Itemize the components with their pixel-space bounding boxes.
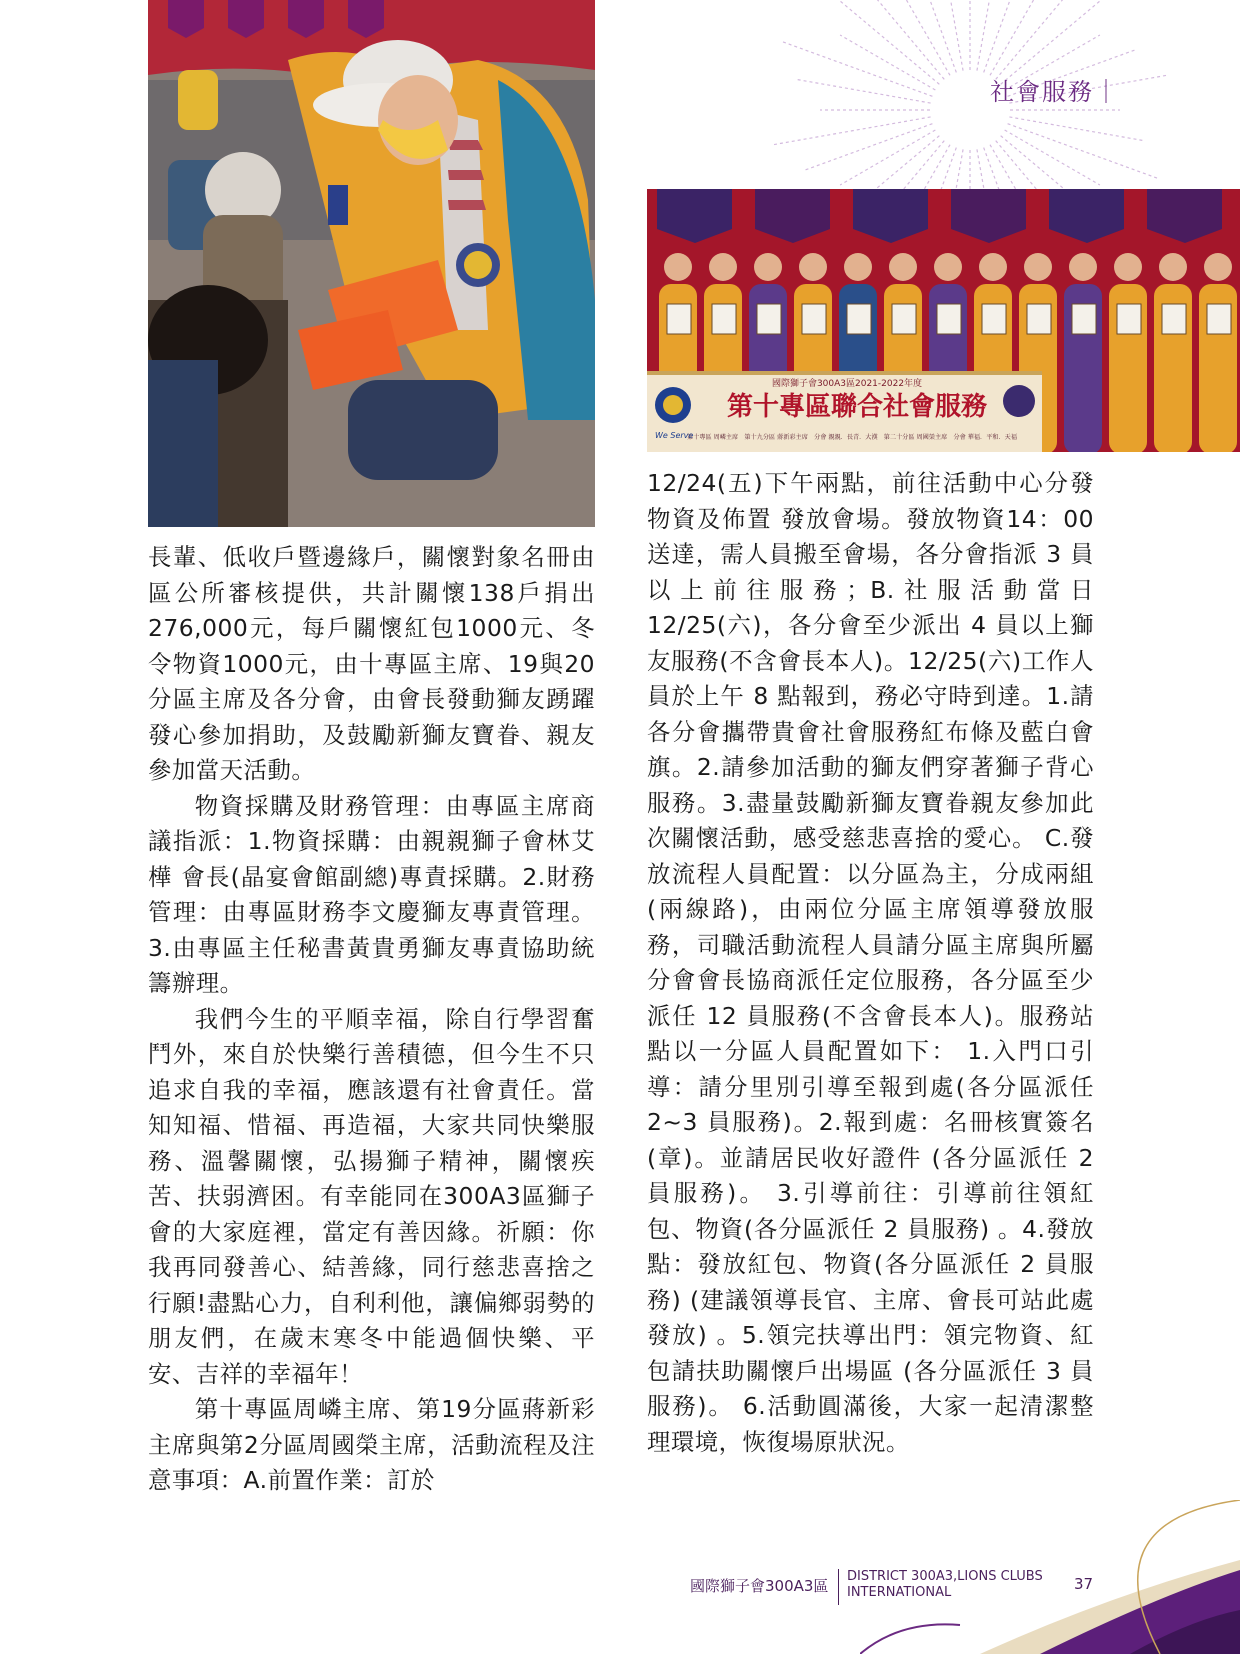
sunburst-ray	[773, 117, 931, 145]
sunburst-ray	[990, 0, 1045, 75]
sunburst-ray	[806, 124, 933, 170]
photo-volunteer-handing-envelope	[148, 0, 595, 527]
paragraph: 第十專區周嶙主席、第19分區蔣新彩主席與第2分區周國榮主席，活動流程及注意事項：A.前置作業：訂於	[148, 1395, 595, 1494]
banner-sub-text: 第十專區 周嶙主席 第十九分區 蔣新彩主席 分會 親親．長青．大漢 第二十分區 周國榮主席 分會 華福．平和．天福	[687, 434, 1009, 441]
sunburst-ray	[840, 35, 935, 90]
text-column-left	[148, 540, 595, 1499]
footer-org-chinese: 國際獅子會300A3區	[690, 1577, 829, 1595]
we-serve-text: We Serve	[655, 431, 694, 440]
footer-divider	[838, 1569, 839, 1605]
sunburst-ray	[840, 130, 935, 185]
sunburst-ray	[1008, 124, 1158, 179]
sunburst-ray	[1005, 130, 1100, 185]
corner-decoration	[860, 1500, 1240, 1654]
footer-org-english-line1: DISTRICT 300A3,LIONS CLUBS	[847, 1569, 1043, 1584]
paragraph: 12/24(五)下午兩點，前往活動中心分發物資及佈置 發放會場。發放物資14：00送達，需人員搬至會場，各分會指派 3 員以上前往服務；B.社服活動當日12/25(六)，各分會至少派出 4 員以上獅友服務(不含會長本人)。12/25(六)工作人員於上午 8 點報到，務必守時到達。1.請各分會攜帶貴會社會服務紅布條及藍白會旗。2.請參加活動的獅友們穿著獅子背心服務。3.盡量鼓勵新獅友寶眷親友參加此次關懷活動，感受慈悲喜捨的愛心。 C.發放流程人員配置：以分區為主，分成兩組(兩線路)，由兩位分區主席領導發放服務，司職活動流程人員請分區主席與所屬分會會長協商派任定位服務，各分區至少派任 12 員服務(不含會長本人)。服務站點以一分區人員配置如下： 1.入門口引導：請分里別引導至報到處(各分區派任 2~3 員服務)。2.報到處：名冊核實簽名(章)。並請居民收好證件 (各分區派任 2 員服務)。 3.引導前往：引導前往領紅包、物資(各分區派任 2 員服務) 。4.發放點：發放紅包、物資(各分區派任 2 員服務) (建議領導長官、主席、會長可站此處發放) 。5.領完扶導出門：領完物資、紅包請扶助關懷戶出場區 (各分區派任 3 員服務)。 6.活動圓滿後，大家一起清潔整理環境，恢復場原狀況。	[647, 469, 1094, 1456]
banner-title-text: 第十專區聯合社會服務	[726, 392, 988, 422]
sunburst-ray	[798, 80, 931, 103]
sunburst-ray	[1009, 117, 1142, 140]
sunburst-ray	[935, 0, 963, 71]
sunburst-ray	[782, 42, 932, 97]
sunburst-ray	[996, 0, 1083, 79]
sunburst-ray	[910, 0, 956, 72]
sunburst-ray	[895, 0, 950, 75]
photo-group-banner	[647, 189, 1240, 452]
paragraph: 我們今生的平順幸福，除自行學習奮鬥外，來自於快樂行善積德，但今生不只追求自我的幸福，應該還有社會責任。當知知福、惜福、再造福，大家共同快樂服務、溫馨關懷，弘揚獅子精神，關懷疾苦、扶弱濟困。有幸能同在300A3區獅子會的大家庭裡，當定有善因緣。祈願：你我再同發善心、結善緣，同行慈悲喜捨之行願!盡點心力，自利利他，讓偏鄉弱勢的朋友們，在歲末寒冬中能過個快樂、平安、吉祥的幸福年！	[148, 1004, 595, 1388]
paragraph: 物資採購及財務管理：由專區主席商議指派：1.物資採購：由親親獅子會林艾樺 會長(晶宴會館副總)專責採購。2.財務管理：由專區財務李文慶獅友專責管理。3.由專區主任秘書黃貴勇獅友專責協助統籌辦理。	[148, 791, 595, 997]
paragraph: 長輩、低收戶暨邊緣戶，關懷對象名冊由區公所審核提供，共計關懷138戶捐出276,000元，每戶關懷紅包1000元、冬令物資1000元，由十專區主席、19與20分區主席及各分會，由會長發動獅友踴躍發心參加捐助，及鼓勵新獅友寶眷、親友參加當天活動。	[148, 543, 595, 784]
sunburst-ray	[841, 0, 944, 79]
page-number: 37	[1074, 1575, 1094, 1593]
text-column-right	[647, 466, 1094, 1460]
section-title: 社會服務｜	[990, 78, 1120, 106]
sunburst-ray	[984, 0, 1039, 72]
footer-org-english-line2: INTERNATIONAL	[847, 1585, 952, 1600]
banner-top-text: 國際獅子會300A3區2021-2022年度	[771, 379, 923, 389]
